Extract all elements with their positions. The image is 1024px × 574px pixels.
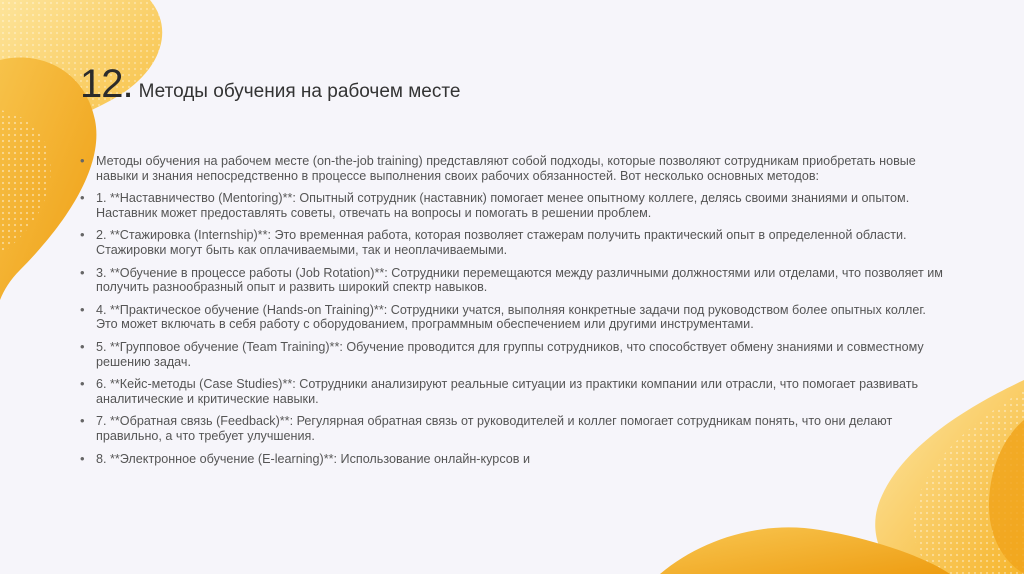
slide-title <box>80 62 460 107</box>
list-item <box>80 452 950 467</box>
bullet-list <box>80 154 950 474</box>
bullet-icon: • <box>80 338 85 354</box>
list-item-text: 4. **Практическое обучение (Hands-on Training)**: Сотрудники учатся, выполняя конкретные задачи под руководством более опытных коллег. Это может включать в себя работу с оборудованием, программным обеспечением или другими инструментами. <box>96 302 926 332</box>
slide-number: 12. <box>80 62 133 106</box>
list-item <box>80 340 950 369</box>
list-item-text: 6. **Кейс-методы (Case Studies)**: Сотрудники анализируют реальные ситуации из практики компании или отрасли, что помогает развивать аналитические и критические навыки. <box>96 377 919 406</box>
list-item-text: 1. **Наставничество (Mentoring)**: Опытный сотрудник (наставник) помогает менее опытному коллеге, делясь своими знаниями и опытом. Наставник может предоставлять советы, отвечать на вопросы и помогать в решении проблем. <box>96 191 910 220</box>
list-item <box>80 191 950 220</box>
bullet-icon: • <box>80 376 85 392</box>
list-item-text: 7. **Обратная связь (Feedback)**: Регулярная обратная связь от руководителей и коллег помогает сотрудникам понять, что они делают правильно, а что требует улучшения. <box>96 414 893 443</box>
list-item-text: 5. **Групповое обучение (Team Training)**: Обучение проводится для группы сотрудников, что способствует обмену знаниями и совместному решению задач. <box>96 339 924 369</box>
list-item <box>80 154 950 183</box>
bullet-icon: • <box>80 301 85 317</box>
list-item <box>80 228 950 257</box>
list-item <box>80 266 950 295</box>
bullet-icon: • <box>80 450 85 466</box>
list-item <box>80 414 950 443</box>
list-item-text: 2. **Стажировка (Internship)**: Это временная работа, которая позволяет стажерам получить практический опыт в определенной области. Стажировки могут быть как оплачиваемыми, так и неоплачиваемыми. <box>96 228 907 257</box>
bullet-icon: • <box>80 413 85 429</box>
list-item <box>80 303 950 332</box>
bullet-icon: • <box>80 227 85 243</box>
list-item-text: Методы обучения на рабочем месте (on-the-job training) представляют собой подходы, которые позволяют сотрудникам приобретать новые навыки и знания непосредственно в процессе выполнения своих рабочих обязанностей. Вот несколько основных методов: <box>96 154 916 183</box>
bullet-icon: • <box>80 190 85 206</box>
slide-heading: Методы обучения на рабочем месте <box>138 81 461 102</box>
bullet-icon: • <box>80 264 85 280</box>
bullet-icon: • <box>80 153 85 168</box>
list-item <box>80 377 950 406</box>
list-item-text: 3. **Обучение в процессе работы (Job Rotation)**: Сотрудники перемещаются между различными должностями или отделами, что позволяет им получить разнообразный опыт и развить широкий спектр навыков. <box>96 265 943 295</box>
list-item-text: 8. **Электронное обучение (E-learning)**: Использование онлайн-курсов и <box>96 451 530 466</box>
